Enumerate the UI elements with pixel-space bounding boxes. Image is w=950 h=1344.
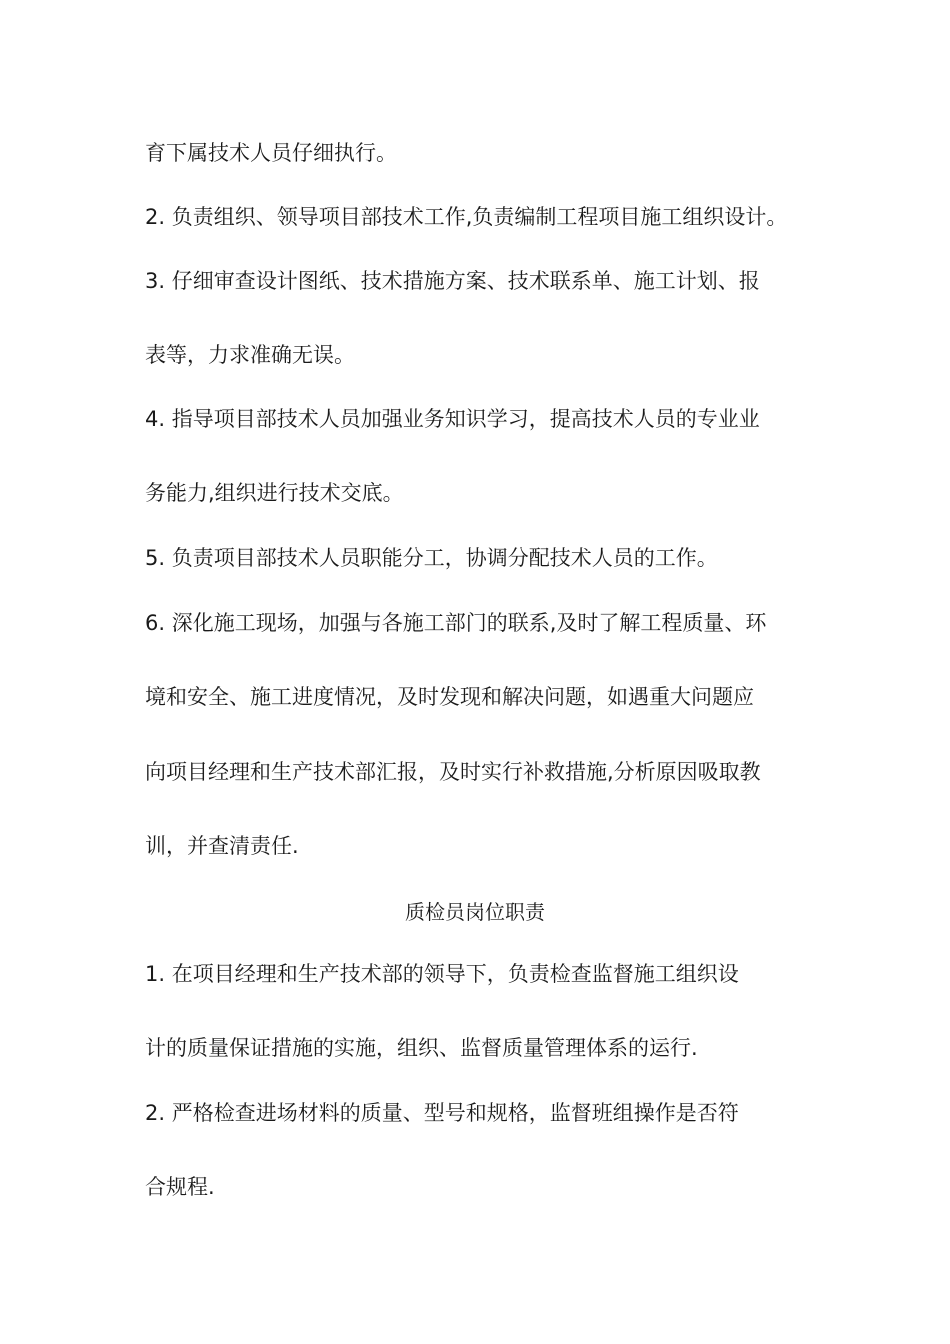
list-item: 4. 指导项目部技术人员加强业务知识学习，提高技术人员的专业业: [145, 407, 760, 431]
list-item: 1. 在项目经理和生产技术部的领导下，负责检查监督施工组织设: [145, 962, 739, 986]
section-title: 质检员岗位职责: [405, 900, 545, 924]
list-item: 2. 严格检查进场材料的质量、型号和规格，监督班组操作是否符: [145, 1101, 739, 1125]
paragraph-line: 向项目经理和生产技术部汇报，及时实行补救措施,分析原因吸取教: [145, 760, 761, 784]
paragraph-line: 计的质量保证措施的实施，组织、监督质量管理体系的运行.: [145, 1036, 698, 1060]
paragraph-line: 合规程.: [145, 1175, 215, 1199]
list-item: 3. 仔细审查设计图纸、技术措施方案、技术联系单、施工计划、报: [145, 269, 760, 293]
paragraph-line: 境和安全、施工进度情况，及时发现和解决问题，如遇重大问题应: [145, 685, 754, 709]
list-item: 5. 负责项目部技术人员职能分工，协调分配技术人员的工作。: [145, 546, 718, 570]
paragraph-line: 训，并查清责任.: [145, 834, 299, 858]
list-item: 6. 深化施工现场，加强与各施工部门的联系,及时了解工程质量、环: [145, 611, 767, 635]
paragraph-line: 表等，力求准确无误。: [145, 343, 355, 367]
list-item: 2. 负责组织、领导项目部技术工作,负责编制工程项目施工组织设计。: [145, 205, 788, 229]
paragraph-line: 育下属技术人员仔细执行。: [145, 141, 397, 165]
paragraph-line: 务能力,组织进行技术交底。: [145, 481, 404, 505]
